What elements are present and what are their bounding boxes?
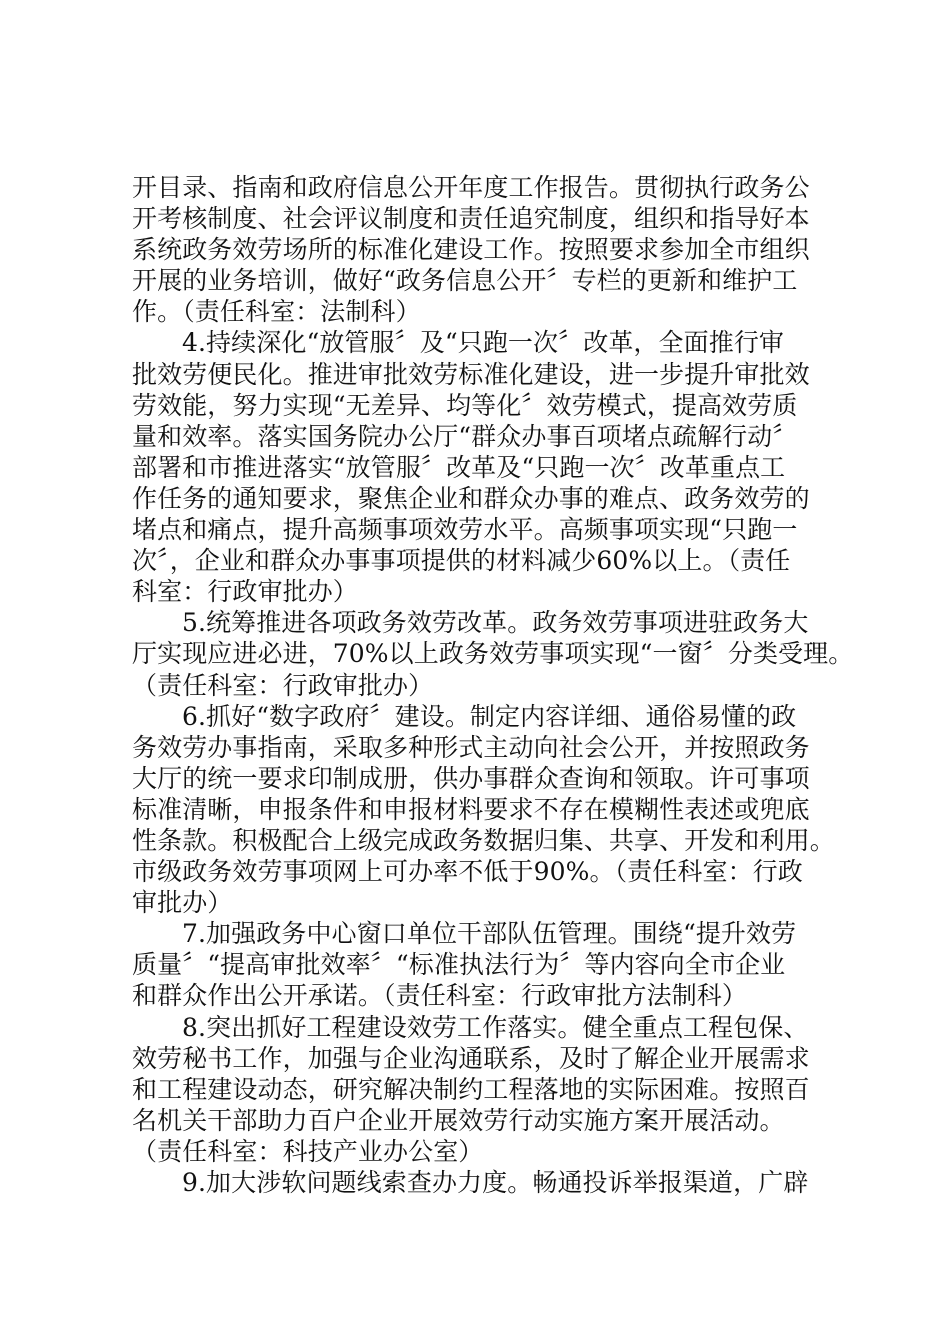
document-line: 批效劳便民化。推进审批效劳标准化建设，进一步提升审批效: [132, 359, 810, 389]
document-line: 劳效能，努力实现“无差异、均等化〞效劳模式，提高效劳质: [132, 390, 798, 420]
document-line: 质量〞“提高审批效率〞“标准执法行为〞等内容向全市企业: [132, 950, 786, 980]
document-line: 厅实现应进必进，70%以上政务效劳事项实现“一窗〞分类受理。: [132, 639, 854, 669]
document-line: （责任科室：科技产业办公室）: [132, 1136, 484, 1166]
document-line: 次〞，企业和群众办事事项提供的材料减少60%以上。（责任: [132, 546, 791, 576]
document-line: 科室：行政审批办）: [132, 577, 358, 607]
document-line: 量和效率。落实国务院办公厅“群众办事百项堵点疏解行动〞: [132, 421, 798, 451]
document-line: 4.持续深化“放管服〞及“只跑一次〞改革，全面推行审: [182, 328, 785, 358]
document-line: 名机关干部助力百户企业开展效劳行动实施方案开展活动。: [132, 1105, 785, 1135]
document-line: 市级政务效劳事项网上可办率不低于90%。（责任科室：行政: [132, 857, 803, 887]
document-line: 系统政务效劳场所的标准化建设工作。按照要求参加全市组织: [132, 235, 810, 265]
document-line: 作。（责任科室：法制科）: [132, 297, 421, 327]
document-line: 6.抓好“数字政府〞建设。制定内容详细、通俗易懂的政: [182, 701, 797, 731]
document-line: 9.加大涉软问题线索查办力度。畅通投诉举报渠道，广辟: [182, 1168, 809, 1197]
document-line: 堵点和痛点，提升高频事项效劳水平。高频事项实现“只跑一: [132, 515, 798, 545]
document-line: 大厅的统一要求印制成册，供办事群众查询和领取。许可事项: [132, 763, 810, 793]
document-line: （责任科室：行政审批办）: [132, 670, 434, 700]
document-line: 7.加强政务中心窗口单位干部队伍管理。围绕“提升效劳: [182, 919, 797, 949]
document-line: 效劳秘书工作，加强与企业沟通联系，及时了解企业开展需求: [132, 1043, 810, 1073]
document-line: 和工程建设动态，研究解决制约工程落地的实际困难。按照百: [132, 1074, 810, 1104]
document-line: 8.突出抓好工程建设效劳工作落实。健全重点工程包保、: [182, 1012, 809, 1042]
document-line: 开展的业务培训，做好“政务信息公开〞专栏的更新和维护工: [132, 266, 798, 296]
document-line: 5.统筹推进各项政务效劳改革。政务效劳事项进驻政务大: [182, 608, 809, 638]
document-line: 审批办）: [132, 888, 233, 918]
document-line: 作任务的通知要求，聚焦企业和群众办事的难点、政务效劳的: [132, 483, 810, 513]
document-line: 开考核制度、社会评议制度和责任追究制度，组织和指导好本: [132, 204, 810, 234]
document-line: 标准清晰，申报条件和申报材料要求不存在模糊性表述或兜底: [132, 794, 810, 824]
document-body: [132, 172, 854, 1198]
document-line: 部署和市推进落实“放管服〞改革及“只跑一次〞改革重点工: [132, 452, 786, 482]
document-line: 务效劳办事指南，采取多种形式主动向社会公开，并按照政务: [132, 732, 810, 762]
document-line: 开目录、指南和政府信息公开年度工作报告。贯彻执行政务公: [132, 173, 810, 202]
document-line: 和群众作出公开承诺。（责任科室：行政审批方法制科）: [132, 981, 748, 1011]
document-line: 性条款。积极配合上级完成政务数据归集、共享、开发和利用。: [132, 825, 835, 855]
